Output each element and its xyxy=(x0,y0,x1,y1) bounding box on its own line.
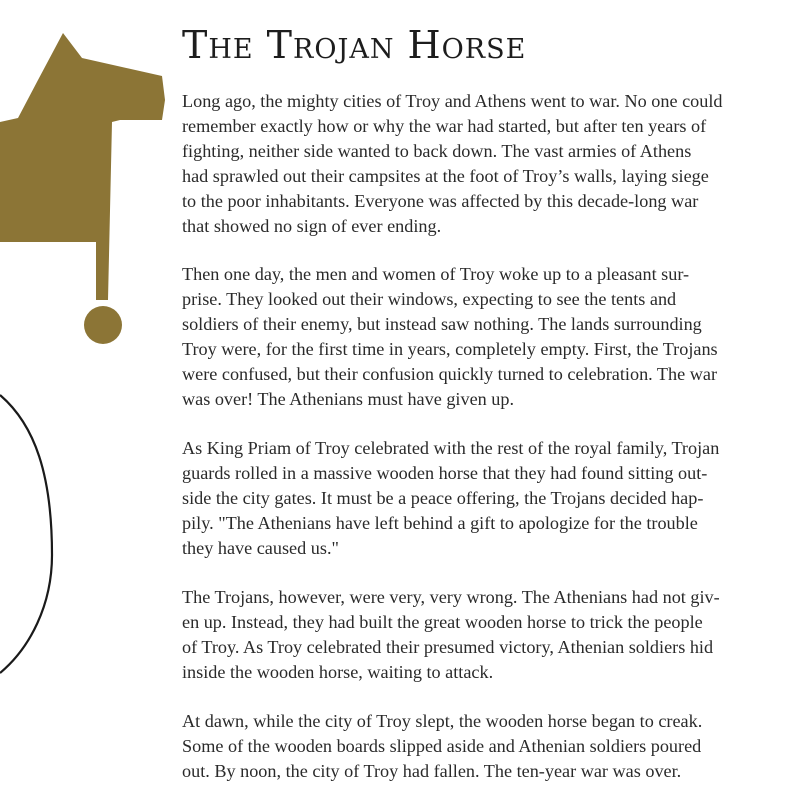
paragraph-line: out. By noon, the city of Troy had fallen. The ten-year war was over. xyxy=(182,761,682,781)
horse-wheel-shape xyxy=(84,306,122,344)
paragraph-line: The Trojans, however, were very, very wrong. The Athenians had not giv- xyxy=(182,587,720,607)
paragraph-line: At dawn, while the city of Troy slept, the wooden horse began to creak. xyxy=(182,711,703,731)
paragraph-line: Troy were, for the first time in years, completely empty. First, the Trojans xyxy=(182,339,718,359)
paragraph-line: Then one day, the men and women of Troy woke up to a pleasant sur- xyxy=(182,264,690,284)
paragraph-line: to the poor inhabitants. Everyone was affected by this decade-long war xyxy=(182,191,699,211)
paragraph-line: As King Priam of Troy celebrated with the rest of the royal family, Trojan xyxy=(182,438,720,458)
outline-curve xyxy=(0,395,52,673)
paragraph-line: of Troy. As Troy celebrated their presumed victory, Athenian soldiers hid xyxy=(182,637,714,657)
paragraph-line: they have caused us." xyxy=(182,538,339,558)
paragraph-line: inside the wooden horse, waiting to attack. xyxy=(182,662,494,682)
paragraph-line: Long ago, the mighty cities of Troy and Athens went to war. No one could xyxy=(182,91,723,111)
paragraph-line: pily. "The Athenians have left behind a gift to apologize for the trouble xyxy=(182,513,698,533)
paragraph-line: side the city gates. It must be a peace offering, the Trojans decided hap- xyxy=(182,488,704,508)
paragraph-line: remember exactly how or why the war had started, but after ten years of xyxy=(182,116,707,136)
paragraph-line: were confused, but their confusion quickly turned to celebration. The war xyxy=(182,364,718,384)
story-paragraph xyxy=(182,262,800,412)
paragraph-line: Some of the wooden boards slipped aside and Athenian soldiers poured xyxy=(182,736,702,756)
paragraph-line: fighting, neither side wanted to back down. The vast armies of Athens xyxy=(182,141,692,161)
paragraph-line: prise. They looked out their windows, expecting to see the tents and xyxy=(182,289,677,309)
story-paragraph xyxy=(182,89,800,239)
horse-body-shape xyxy=(0,33,165,300)
paragraph-line: en up. Instead, they had built the great wooden horse to trick the people xyxy=(182,612,703,632)
paragraph-line: was over! The Athenians must have given up. xyxy=(182,389,515,409)
story-paragraph xyxy=(182,585,800,685)
horse-silhouette-icon xyxy=(0,33,165,344)
story-paragraph xyxy=(182,436,800,561)
story-paragraph xyxy=(182,709,800,784)
paragraph-line: soldiers of their enemy, but instead saw nothing. The lands surrounding xyxy=(182,314,702,334)
paragraph-line: had sprawled out their campsites at the foot of Troy’s walls, laying siege xyxy=(182,166,709,186)
paragraph-line: guards rolled in a massive wooden horse that they had found sitting out- xyxy=(182,463,708,483)
page-title: The Trojan Horse xyxy=(182,23,527,67)
paragraph-line: that showed no sign of ever ending. xyxy=(182,216,442,236)
